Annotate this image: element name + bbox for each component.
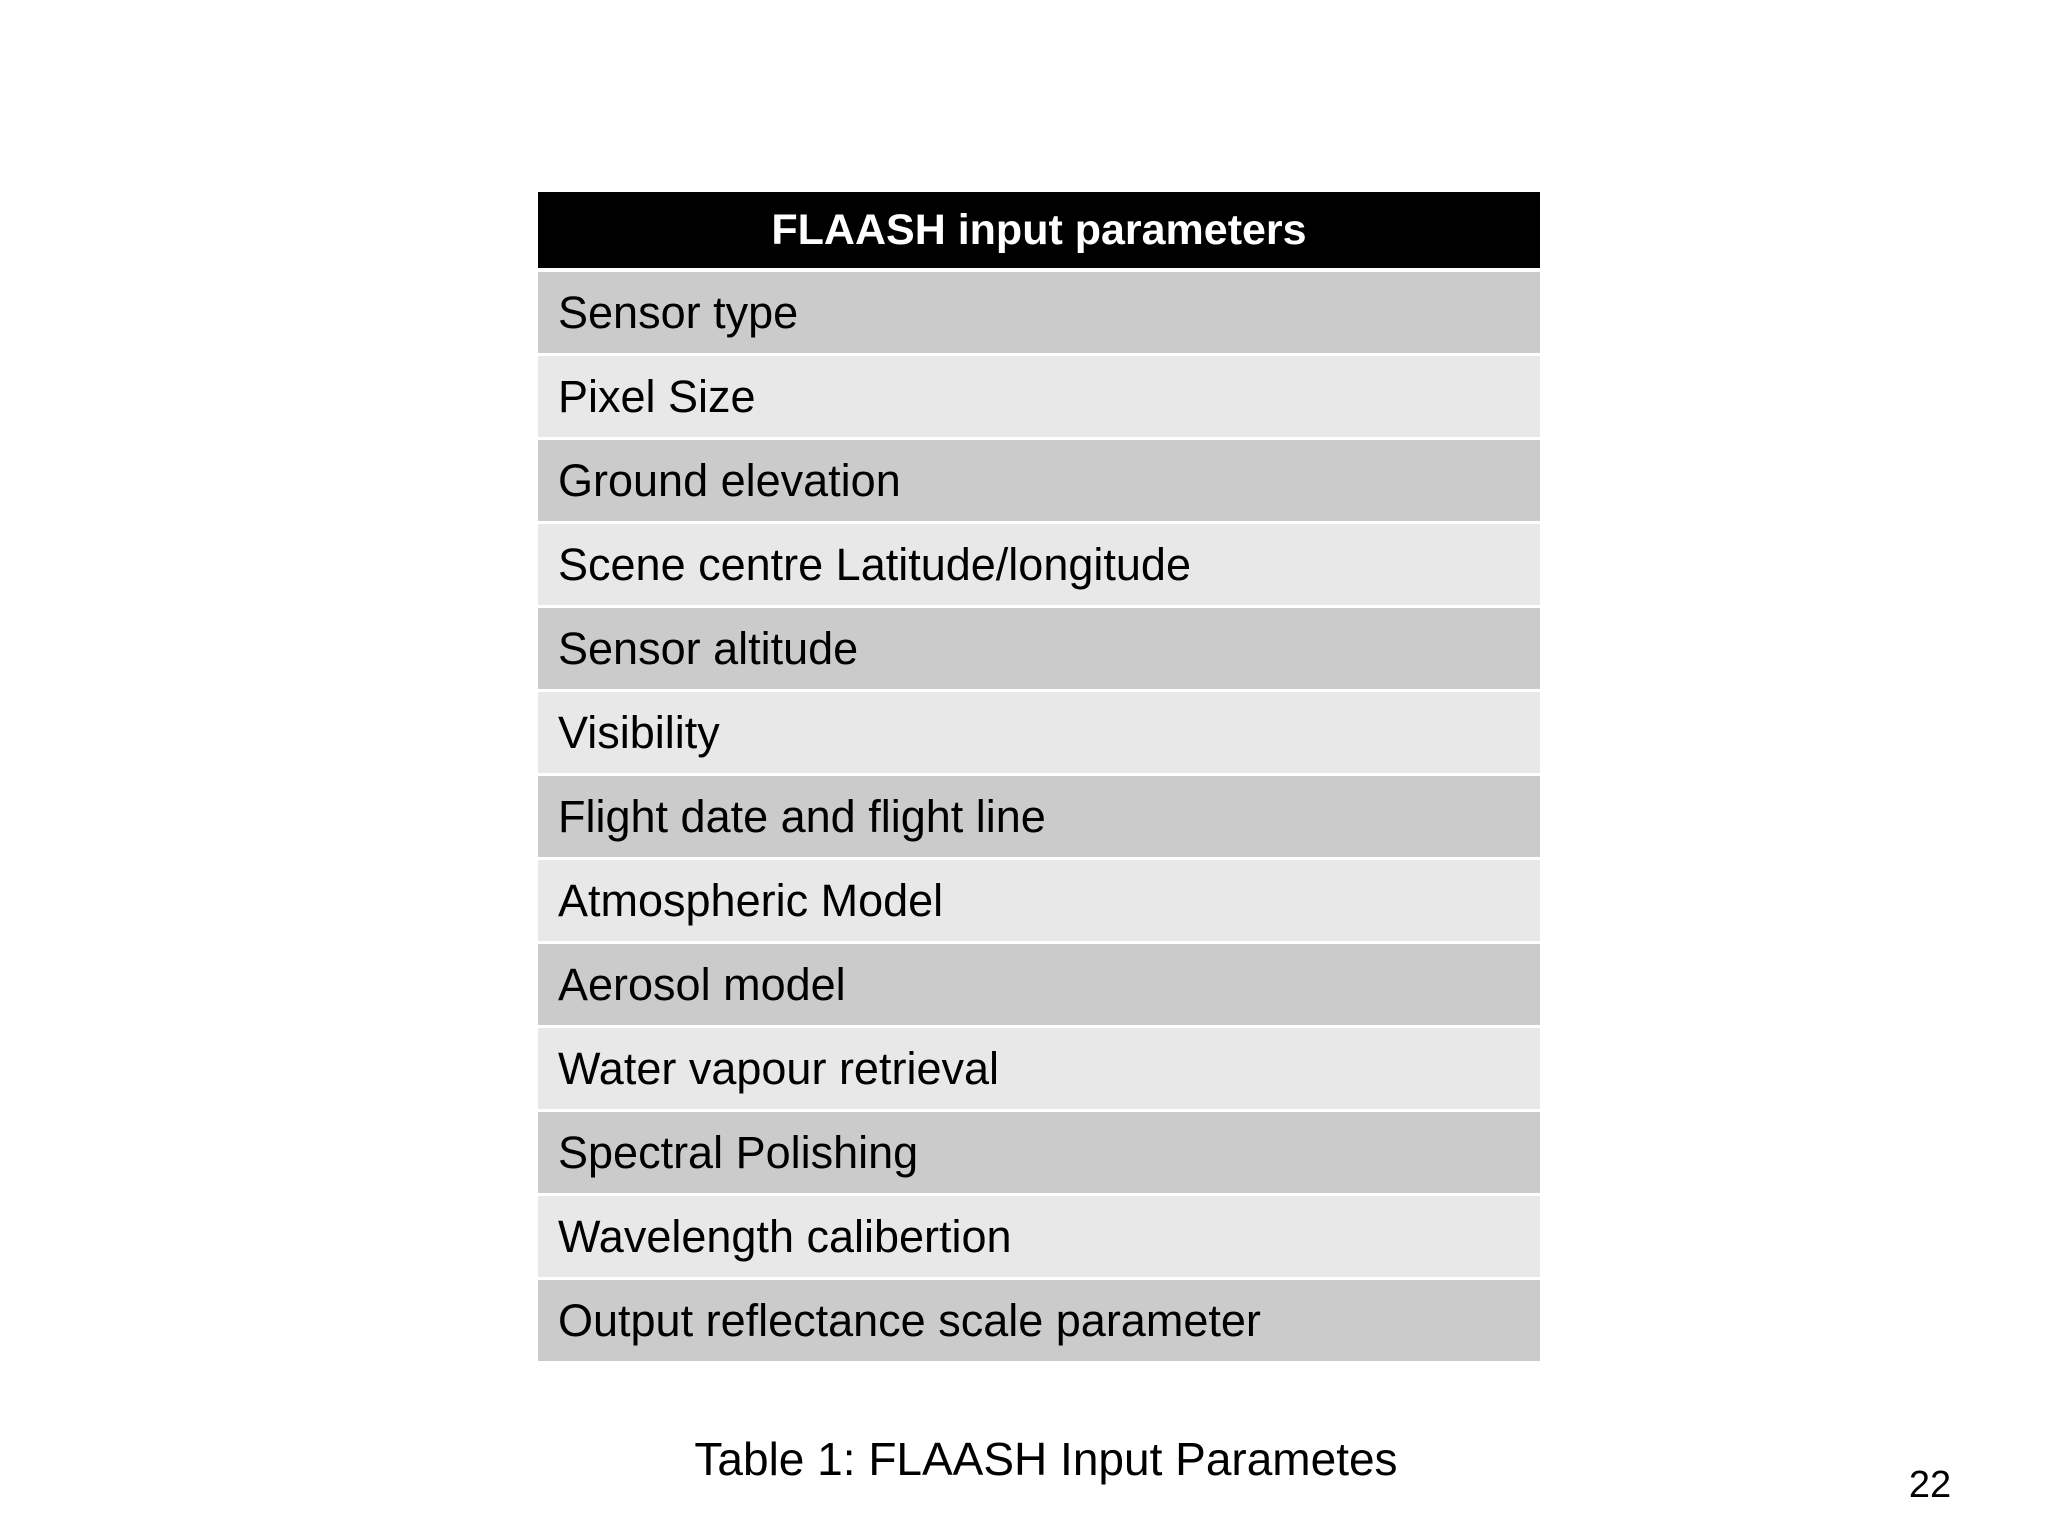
table-row (538, 608, 1540, 692)
table-row (538, 524, 1540, 608)
table-row (538, 1196, 1540, 1280)
table-cell: Flight date and flight line (538, 776, 1540, 860)
table-cell: Scene centre Latitude/longitude (538, 524, 1540, 608)
table-cell: Aerosol model (538, 944, 1540, 1028)
table-cell: Sensor altitude (538, 608, 1540, 692)
table-row (538, 356, 1540, 440)
table-cell: Ground elevation (538, 440, 1540, 524)
table-caption: Table 1: FLAASH Input Parametes (694, 1433, 1398, 1485)
table-row (538, 1028, 1540, 1112)
table-cell: Pixel Size (538, 356, 1540, 440)
table-cell: Spectral Polishing (538, 1112, 1540, 1196)
table-row (538, 440, 1540, 524)
table-cell: Sensor type (538, 272, 1540, 356)
table-row (538, 860, 1540, 944)
table-cell: Visibility (538, 692, 1540, 776)
table-row (538, 944, 1540, 1028)
table-cell: Water vapour retrieval (538, 1028, 1540, 1112)
table-cell: Atmospheric Model (538, 860, 1540, 944)
table-cell: Output reflectance scale parameter (538, 1280, 1540, 1364)
flaash-parameters-table (538, 192, 1540, 1364)
table-cell: Wavelength calibertion (538, 1196, 1540, 1280)
table-header: FLAASH input parameters (538, 192, 1540, 272)
table-row (538, 776, 1540, 860)
table-row (538, 692, 1540, 776)
table-row (538, 1280, 1540, 1364)
table-row (538, 272, 1540, 356)
table-row (538, 1112, 1540, 1196)
page-number: 22 (1908, 1464, 1952, 1506)
table-header-row (538, 192, 1540, 272)
